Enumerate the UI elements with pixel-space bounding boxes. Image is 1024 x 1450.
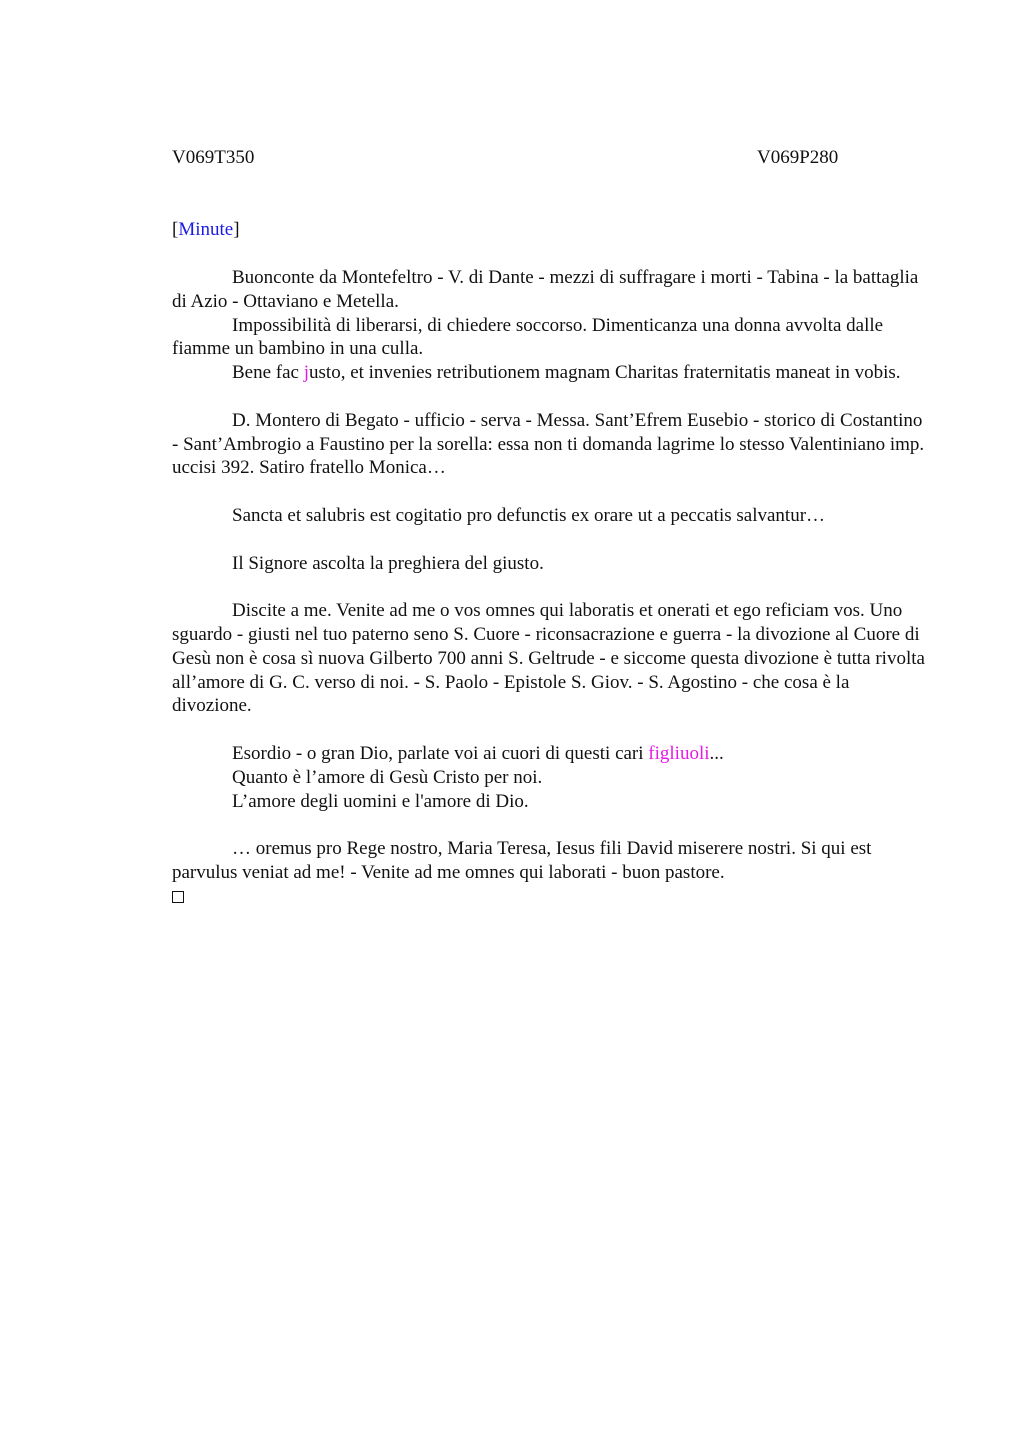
empty-square-icon (172, 891, 184, 903)
spacer (172, 528, 932, 552)
paragraph-signore: Il Signore ascolta la preghiera del giusto. (232, 552, 544, 574)
section-label (172, 218, 932, 242)
paragraph-impossibilita: Impossibilità di liberarsi, di chiedere soccorso. Dimenticanza una donna avvolta dalle fiamme un bambino in una culla. (172, 314, 884, 360)
spacer (172, 575, 932, 599)
document-code-left: V069T350 (172, 147, 255, 168)
paragraph-bene-fac-end: usto, et invenies retributionem magnam Charitas fraternitatis maneat in vobis. (309, 362, 901, 384)
paragraph-esordio (172, 742, 932, 766)
document-code-right: V069P280 (757, 147, 839, 168)
spacer (172, 813, 932, 837)
paragraph-bene-fac-start: Bene fac (232, 362, 304, 384)
paragraph-discite: Discite a me. Venite ad me o vos omnes qui laboratis et onerati et ego reficiam vos. Uno sguardo - giusti nel tuo paterno seno S. Cuore - riconsacrazione e guerra - la divozione al Cuore di Gesù non è cosa sì nuova Gilberto 700 anni S. Geltrude - e siccome questa divozione è tutta rivolta all’amore di G. C. verso di noi. - S. Paolo - Epistole S. Giov. - S. Agostino - che cosa è la divozione. (172, 600, 925, 717)
spacer (172, 480, 932, 504)
paragraph-esordio-start: Esordio - o gran Dio, parlate voi ai cuori di questi cari (232, 742, 649, 764)
bracket-open: [ (172, 219, 179, 240)
section-title-minute: Minute (178, 219, 234, 240)
paragraph-amore: L’amore degli uomini e l'amore di Dio. (232, 790, 529, 812)
spacer (172, 385, 932, 409)
highlighted-letter: j (303, 362, 310, 384)
document-header (172, 146, 932, 170)
highlighted-word: figliuoli (648, 742, 710, 764)
paragraph-montero: D. Montero di Begato - ufficio - serva - Messa. Sant’Efrem Eusebio - storico di Costantino - Sant’Ambrogio a Faustino per la sorella: essa non ti domanda lagrime lo stesso Valentiniano imp. uccisi 392. Satiro fratello Monica… (172, 409, 925, 479)
spacer (172, 242, 932, 266)
end-marker (172, 885, 932, 910)
paragraph-esordio-end: ... (709, 742, 724, 764)
paragraph-bene-fac (172, 361, 932, 385)
bracket-close: ] (233, 219, 240, 240)
paragraph-sancta: Sancta et salubris est cogitatio pro defunctis ex orare ut a peccatis salvantur… (232, 504, 826, 526)
paragraph-buonconte: Buonconte da Montefeltro - V. di Dante - mezzi di suffragare i morti - Tabina - la battaglia di Azio - Ottaviano e Metella. (172, 267, 919, 312)
spacer (172, 718, 932, 742)
paragraph-oremus: … oremus pro Rege nostro, Maria Teresa, Iesus fili David miserere nostri. Si qui est parvulus veniat ad me! - Venite ad me omnes qui laborati - buon pastore. (172, 838, 872, 883)
document-page (172, 146, 932, 910)
paragraph-quanto: Quanto è l’amore di Gesù Cristo per noi. (232, 766, 543, 788)
